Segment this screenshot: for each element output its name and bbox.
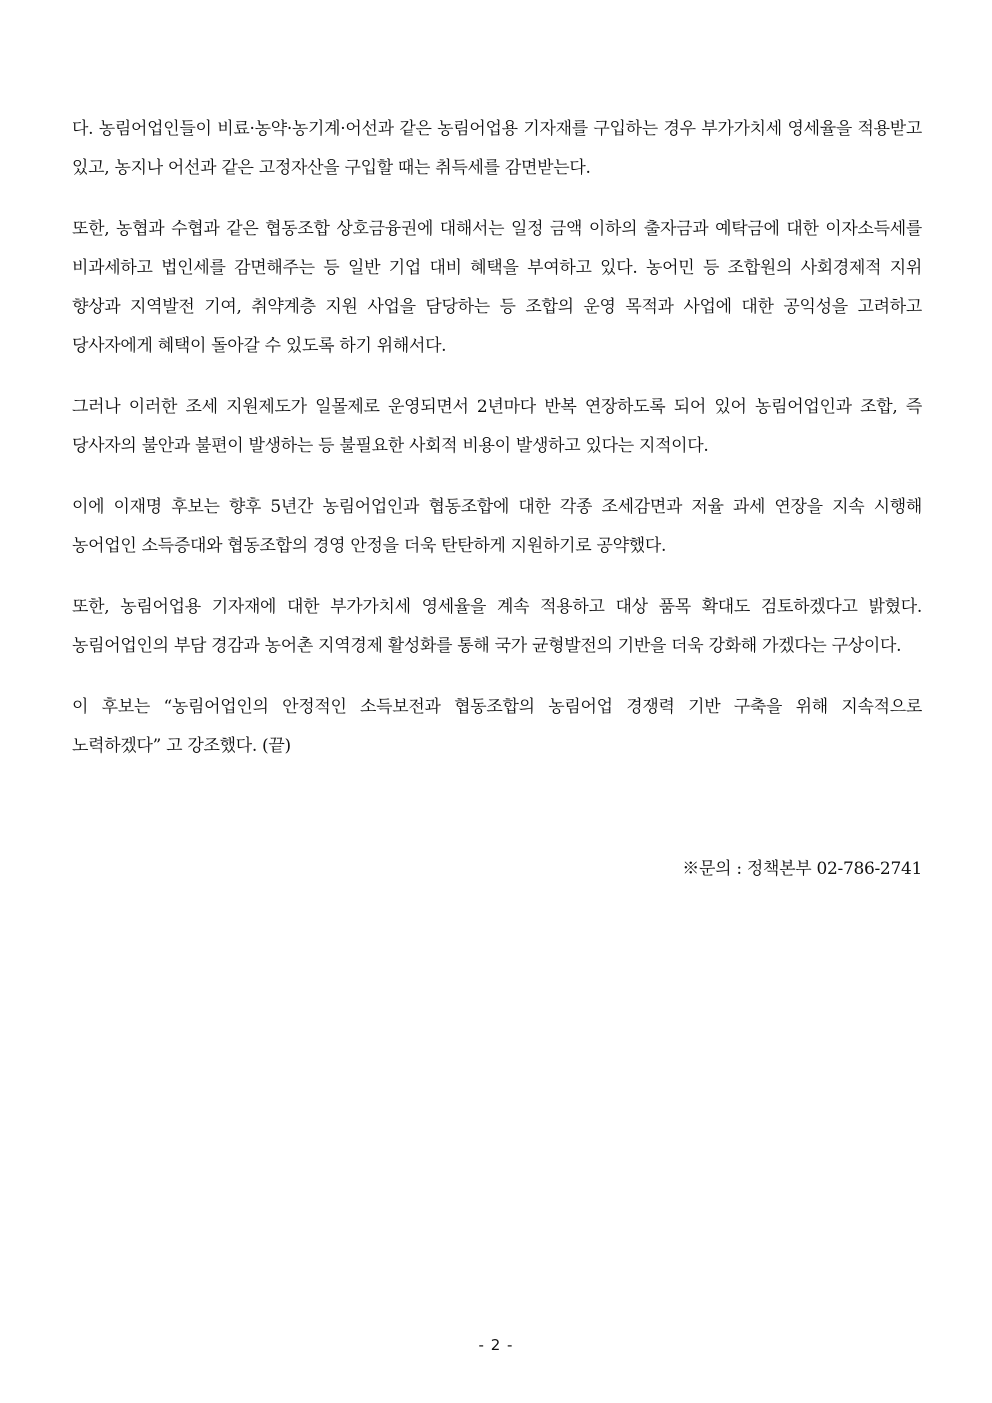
paragraph: 이 후보는 “농림어업인의 안정적인 소득보전과 협동조합의 농림어업 경쟁력 기반 구축을 위해 지속적으로 노력하겠다” 고 강조했다. (끝) <box>72 697 922 756</box>
press-release-body <box>72 110 922 788</box>
paragraph: 또한, 농림어업용 기자재에 대한 부가가치세 영세율을 계속 적용하고 대상 품목 확대도 검토하겠다고 밝혔다. 농림어업인의 부담 경감과 농어촌 지역경제 활성화를 통해 국가 균형발전의 기반을 더욱 강화해 가겠다는 구상이다. <box>72 597 922 656</box>
paragraph: 다. 농림어업인들이 비료·농약·농기계·어선과 같은 농림어업용 기자재를 구입하는 경우 부가가치세 영세율을 적용받고 있고, 농지나 어선과 같은 고정자산을 구입할 때는 취득세를 감면받는다. <box>72 119 922 178</box>
paragraph: 또한, 농협과 수협과 같은 협동조합 상호금융권에 대해서는 일정 금액 이하의 출자금과 예탁금에 대한 이자소득세를 비과세하고 법인세를 감면해주는 등 일반 기업 대비 혜택을 부여하고 있다. 농어민 등 조합원의 사회경제적 지위 향상과 지역발전 기여, 취약계층 지원 사업을 담당하는 등 조합의 운영 목적과 사업에 대한 공익성을 고려하고 당사자에게 혜택이 돌아갈 수 있도록 하기 위해서다. <box>72 219 922 356</box>
paragraph: 그러나 이러한 조세 지원제도가 일몰제로 운영되면서 2년마다 반복 연장하도록 되어 있어 농림어업인과 조합, 즉 당사자의 불안과 불편이 발생하는 등 불필요한 사회적 비용이 발생하고 있다는 지적이다. <box>72 397 922 456</box>
paragraph: 이에 이재명 후보는 향후 5년간 농림어업인과 협동조합에 대한 각종 조세감면과 저율 과세 연장을 지속 시행해 농어업인 소득증대와 협동조합의 경영 안정을 더욱 탄탄하게 지원하기로 공약했다. <box>72 497 922 556</box>
contact-info: ※문의 : 정책본부 02-786-2741 <box>682 859 922 879</box>
page-number: - 2 - <box>478 1336 514 1354</box>
